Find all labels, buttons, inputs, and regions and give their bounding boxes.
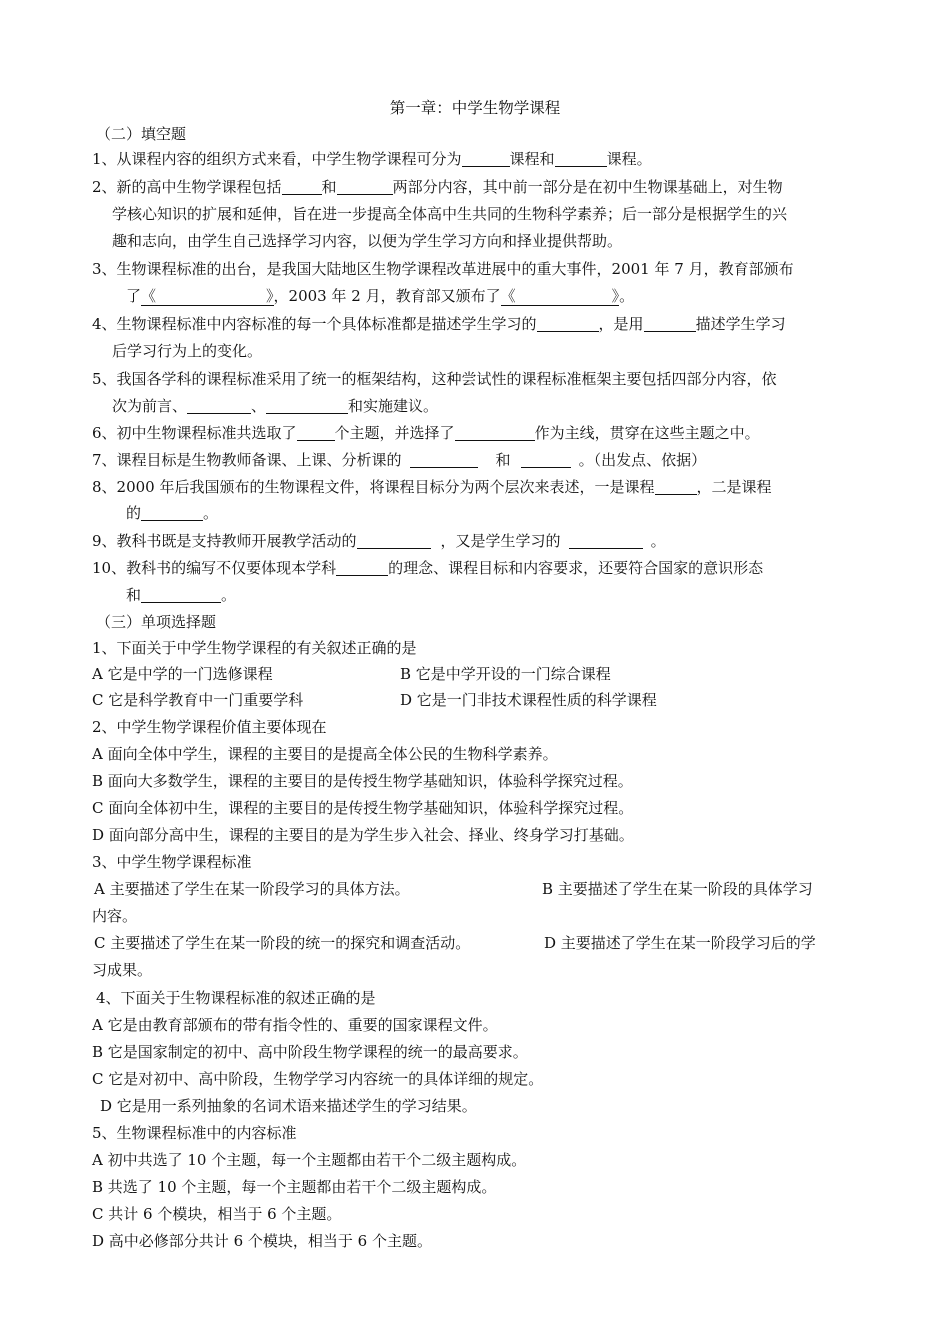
answer-blank [187, 397, 251, 414]
answer-blank [357, 532, 431, 549]
fill-question-3-line-2: 了《 》，2003 年 2 月，教育部又颁布了《 》。 [126, 287, 635, 305]
answer-blank [141, 504, 203, 521]
choice-1-option-a: A 它是中学的一门选修课程 [92, 665, 273, 683]
answer-blank [410, 451, 478, 468]
choice-question-1: 1、下面关于中学生物学课程的有关叙述正确的是 [92, 639, 417, 657]
answer-blank [555, 150, 607, 167]
fill-question-6: 6、初中生物课程标准共选取了 个主题，并选择了 作为主线，贯穿在这些主题之中。 [92, 424, 760, 442]
choice-4-option-d: D 它是用一系列抽象的名词术语来描述学生的学习结果。 [100, 1097, 477, 1115]
choice-2-option-d: D 面向部分高中生，课程的主要目的是为学生步入社会、择业、终身学习打基础。 [92, 826, 634, 844]
answer-blank [141, 586, 221, 603]
choice-3-option-d-cont: 习成果。 [92, 961, 153, 979]
answer-blank [537, 315, 599, 332]
choice-5-option-c: C 共计 6 个模块，相当于 6 个主题。 [92, 1205, 342, 1223]
fill-question-10-line-2: 和 。 [126, 586, 237, 604]
answer-blank [462, 150, 510, 167]
choice-5-option-a: A 初中共选了 10 个主题，每一个主题都由若干个二级主题构成。 [92, 1151, 527, 1169]
choice-3-option-c: C 主要描述了学生在某一阶段的统一的探究和调查活动。 [94, 934, 471, 952]
choice-1-option-c: C 它是科学教育中一门重要学科 [92, 691, 304, 709]
fill-question-7: 7、课程目标是生物教师备课、上课、分析课的 和 。（出发点、依据） [92, 451, 707, 469]
fill-question-5-line-2: 次为前言、 、 和实施建议。 [112, 397, 439, 415]
fill-question-2-line-3: 趣和志向，由学生自己选择学习内容，以便为学生学习方向和择业提供帮助。 [112, 232, 623, 250]
answer-blank [336, 559, 388, 576]
answer-blank [655, 478, 697, 495]
choice-section-heading: （三）单项选择题 [96, 613, 217, 631]
choice-3-option-d: D 主要描述了学生在某一阶段学习后的学 [544, 934, 816, 952]
fill-question-2: 2、新的高中生物学课程包括 和 两部分内容，其中前一部分是在初中生物课基础上，对生物 [92, 178, 783, 196]
choice-3-option-b: B 主要描述了学生在某一阶段的具体学习 [542, 880, 813, 898]
answer-blank [337, 178, 393, 195]
answer-blank: 《 》 [141, 287, 274, 305]
fill-question-4: 4、生物课程标准中内容标准的每一个具体标准都是描述学生学习的 ，是用 描述学生学习 [92, 315, 786, 333]
answer-blank [297, 424, 335, 441]
choice-4-option-b: B 它是国家制定的初中、高中阶段生物学课程的统一的最高要求。 [92, 1043, 528, 1061]
choice-4-option-a: A 它是由教育部颁布的带有指令性的、重要的国家课程文件。 [92, 1016, 498, 1034]
choice-2-option-c: C 面向全体初中生，课程的主要目的是传授生物学基础知识，体验科学探究过程。 [92, 799, 634, 817]
fill-question-5: 5、我国各学科的课程标准采用了统一的框架结构，这种尝试性的课程标准框架主要包括四部分内容，依 [92, 370, 777, 388]
answer-blank [521, 451, 571, 468]
choice-2-option-a: A 面向全体中学生，课程的主要目的是提高全体公民的生物科学素养。 [92, 745, 558, 763]
choice-question-4: 4、下面关于生物课程标准的叙述正确的是 [96, 989, 376, 1007]
choice-4-option-c: C 它是对初中、高中阶段，生物学学习内容统一的具体详细的规定。 [92, 1070, 544, 1088]
page-title: 第一章：中学生物学课程 [389, 99, 561, 117]
answer-blank [569, 532, 643, 549]
answer-blank [266, 397, 348, 414]
choice-2-option-b: B 面向大多数学生，课程的主要目的是传授生物学基础知识，体验科学探究过程。 [92, 772, 633, 790]
answer-blank [282, 178, 322, 195]
choice-3-option-b-cont: 内容。 [92, 907, 138, 925]
choice-question-2: 2、中学生物学课程价值主要体现在 [92, 718, 327, 736]
choice-1-option-b: B 它是中学开设的一门综合课程 [400, 665, 611, 683]
fill-question-9: 9、教科书既是支持教师开展教学活动的 ，又是学生学习的 。 [92, 532, 666, 550]
choice-1-option-d: D 它是一门非技术课程性质的科学课程 [400, 691, 657, 709]
choice-question-5: 5、生物课程标准中的内容标准 [92, 1124, 297, 1142]
fill-question-8: 8、2000 年后我国颁布的生物课程文件，将课程目标分为两个层次来表述，一是课程 ，二是课程 [92, 478, 772, 496]
answer-blank [455, 424, 535, 441]
fill-question-8-line-2: 的 。 [126, 504, 219, 522]
fill-question-1: 1、从课程内容的组织方式来看，中学生物学课程可分为 课程和 课程。 [92, 150, 652, 168]
fill-question-2-line-2: 学核心知识的扩展和延伸，旨在进一步提高全体高中生共同的生物科学素养；后一部分是根据学生的兴 [112, 205, 788, 223]
answer-blank: 《 》 [500, 287, 620, 305]
answer-blank [644, 315, 696, 332]
fill-section-heading: （二）填空题 [96, 125, 187, 143]
choice-3-option-a: A 主要描述了学生在某一阶段学习的具体方法。 [94, 880, 410, 898]
choice-5-option-b: B 共选了 10 个主题，每一个主题都由若干个二级主题构成。 [92, 1178, 497, 1196]
fill-question-4-line-2: 后学习行为上的变化。 [112, 342, 263, 360]
choice-question-3: 3、中学生物学课程标准 [92, 853, 252, 871]
fill-question-3: 3、生物课程标准的出台，是我国大陆地区生物学课程改革进展中的重大事件，2001 年 7 月，教育部颁布 [92, 260, 794, 278]
fill-question-10: 10、教科书的编写不仅要体现本学科 的理念、课程目标和内容要求，还要符合国家的意识形态 [92, 559, 764, 577]
choice-5-option-d: D 高中必修部分共计 6 个模块，相当于 6 个主题。 [92, 1232, 432, 1250]
